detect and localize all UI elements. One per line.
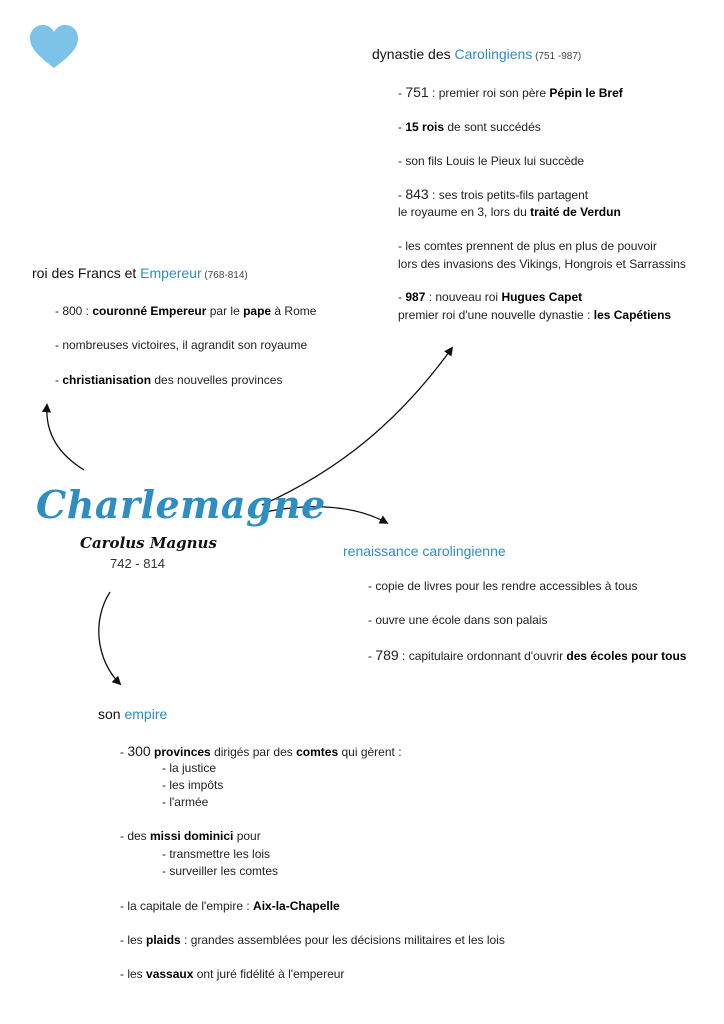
renaissance-section-title: renaissance carolingienne xyxy=(343,543,506,559)
roi-item-1: - 800 : couronné Empereur par le pape à Rome xyxy=(55,304,317,318)
empire-subitem-lois: - transmettre les lois xyxy=(162,847,271,861)
empire-item-capitale: - la capitale de l'empire : Aix-la-Chapelle xyxy=(120,899,340,913)
roi-section-title: roi des Francs et Empereur (768-814) xyxy=(32,265,248,281)
empire-item-1: - 300 provinces dirigés par des comtes qui gèrent : xyxy=(120,743,402,759)
dynastie-item-4-line2: le royaume en 3, lors du traité de Verdun xyxy=(398,205,621,219)
renaissance-item-2: - ouvre une école dans son palais xyxy=(368,613,548,627)
renaissance-item-1: - copie de livres pour les rendre accessibles à tous xyxy=(368,579,638,593)
dynastie-item-3: - son fils Louis le Pieux lui succède xyxy=(398,154,585,168)
empire-item-vassaux: - les vassaux ont juré fidélité à l'empereur xyxy=(120,967,345,981)
empire-subitem-impots: - les impôts xyxy=(162,778,224,792)
empire-subitem-armee: - l'armée xyxy=(162,795,209,809)
arrow-to-roi xyxy=(47,405,84,470)
empire-item-plaids: - les plaids : grandes assemblées pour les décisions militaires et les lois xyxy=(120,933,505,947)
dynastie-item-1: - 751 : premier roi son père Pépin le Bref xyxy=(398,84,623,100)
dynastie-section-title: dynastie des Carolingiens (751 -987) xyxy=(372,46,582,62)
empire-item-missi: - des missi dominici pour xyxy=(120,829,261,843)
roi-item-2: - nombreuses victoires, il agrandit son royaume xyxy=(55,338,308,352)
center-dates: 742 - 814 xyxy=(110,556,165,571)
dynastie-item-6-line2: premier roi d'une nouvelle dynastie : les Capétiens xyxy=(398,308,672,322)
dynastie-item-2: - 15 rois de sont succédés xyxy=(398,120,541,134)
arrow-to-empire xyxy=(99,592,120,684)
dynastie-item-5: - les comtes prennent de plus en plus de pouvoir xyxy=(398,239,657,253)
center-subtitle: Carolus Magnus xyxy=(80,534,217,552)
roi-item-3: - christianisation des nouvelles provinces xyxy=(55,373,283,387)
dynastie-item-5-line2: lors des invasions des Vikings, Hongrois et Sarrassins xyxy=(398,257,686,271)
center-title: Charlemagne xyxy=(36,482,326,527)
renaissance-item-3: - 789 : capitulaire ordonnant d'ouvrir des écoles pour tous xyxy=(368,647,687,663)
empire-subitem-comtes: - surveiller les comtes xyxy=(162,864,279,878)
empire-subitem-justice: - la justice xyxy=(162,761,217,775)
dynastie-item-6: - 987 : nouveau roi Hugues Capet xyxy=(398,290,583,304)
dynastie-item-4: - 843 : ses trois petits-fils partagent xyxy=(398,186,589,202)
empire-section-title: son empire xyxy=(98,706,168,722)
